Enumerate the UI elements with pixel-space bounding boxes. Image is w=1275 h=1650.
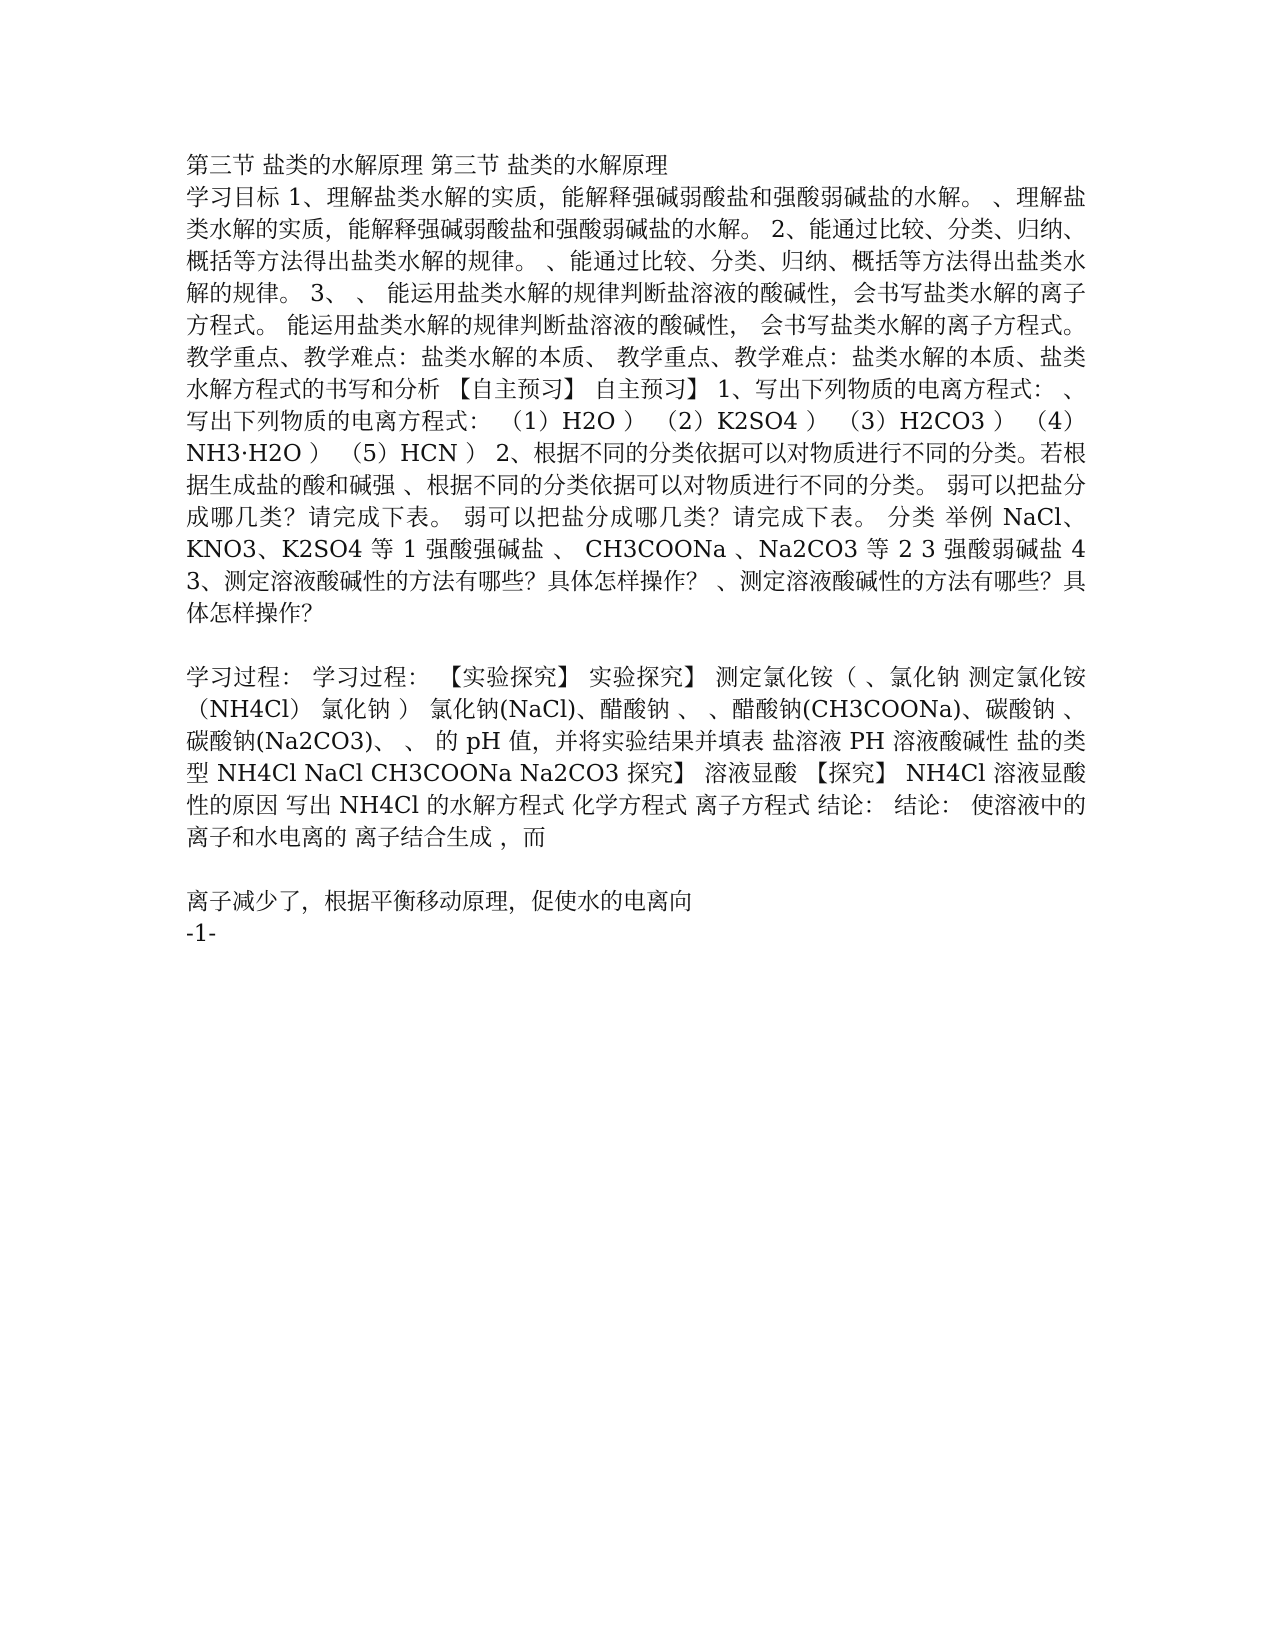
page-number: -1- bbox=[186, 921, 217, 947]
paragraph-gap bbox=[186, 630, 1086, 662]
continuation-paragraph: 离子减少了，根据平衡移动原理，促使水的电离向 bbox=[186, 889, 692, 915]
learning-process-paragraph: 学习过程： 学习过程： 【实验探究】 实验探究】 测定氯化铵（ 、氯化钠 测定氯化铵（NH4Cl） 氯化钠 ） 氯化钠(NaCl)、醋酸钠 、 、醋酸钠(CH3COONa)、碳酸钠 、碳酸钠(Na2CO3)、 、 的 pH 值，并将实验结果并填表 盐溶液 PH 溶液酸碱性 盐的类型 NH4Cl NaCl CH3COONa Na2CO3 探究】 溶液显酸 【探究】 NH4Cl 溶液显酸性的原因 写出 NH4Cl 的水解方程式 化学方程式 离子方程式 结论： 结论： 使溶液中的 离子和水电离的 离子结合生成 ，而 bbox=[186, 665, 1086, 851]
learning-goals-paragraph: 学习目标 1、理解盐类水解的实质，能解释强碱弱酸盐和强酸弱碱盐的水解。 、理解盐类水解的实质，能解释强碱弱酸盐和强酸弱碱盐的水解。 2、能通过比较、分类、归纳、概括等方法得出盐类水解的规律。 、能通过比较、分类、归纳、概括等方法得出盐类水解的规律。 3、 、 能运用盐类水解的规律判断盐溶液的酸碱性，会书写盐类水解的离子方程式。 能运用盐类水解的规律判断盐溶液的酸碱性， 会书写盐类水解的离子方程式。 教学重点、教学难点：盐类水解的本质、 教学重点、教学难点：盐类水解的本质、盐类水解方程式的书写和分析 【自主预习】 自主预习】 1、写出下列物质的电离方程式： 、写出下列物质的电离方程式： （1）H2O ） （2）K2SO4 ） （3）H2CO3 ） （4）NH3·H2O ） （5）HCN ） 2、根据不同的分类依据可以对物质进行不同的分类。若根据生成盐的酸和碱强 、根据不同的分类依据可以对物质进行不同的分类。 弱可以把盐分成哪几类？请完成下表。 弱可以把盐分成哪几类？请完成下表。 分类 举例 NaCl、KNO3、K2SO4 等 1 强酸强碱盐 、 CH3COONa 、Na2CO3 等 2 3 强酸弱碱盐 4 3、测定溶液酸碱性的方法有哪些？具体怎样操作？ 、测定溶液酸碱性的方法有哪些？具体怎样操作？ bbox=[186, 185, 1086, 627]
document-body bbox=[186, 150, 1086, 950]
paragraph-gap bbox=[186, 854, 1086, 886]
section-title: 第三节 盐类的水解原理 第三节 盐类的水解原理 bbox=[186, 153, 668, 179]
